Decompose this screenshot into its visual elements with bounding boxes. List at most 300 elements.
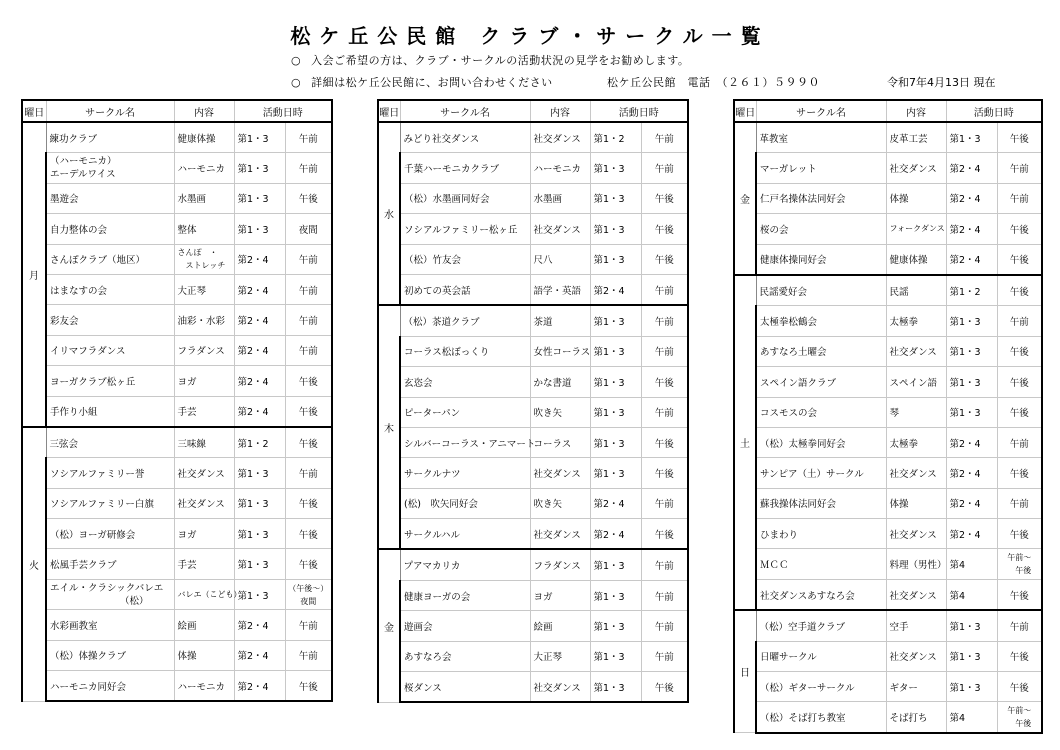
table-row	[734, 336, 1042, 366]
table-row	[22, 214, 332, 244]
content-cell: 琴	[886, 397, 946, 427]
circle-name-cell: ひまわり	[756, 519, 886, 549]
content-cell: 健康体操	[886, 244, 946, 275]
content-cell: フラダンス	[530, 549, 590, 580]
circle-name-cell: 桜の会	[756, 214, 886, 244]
time-cell: 午前	[641, 122, 688, 153]
time-cell: 午前	[641, 611, 688, 641]
week-cell: 第2・4	[234, 396, 285, 427]
table-row	[378, 611, 688, 641]
circle-name-cell: 水彩画教室	[46, 610, 174, 640]
circle-name-cell: ソシアルファミリー松ヶ丘	[400, 214, 530, 244]
table-row	[734, 672, 1042, 702]
circle-name-line: （ハーモニカ）	[50, 156, 117, 168]
table-row	[734, 367, 1042, 397]
time-cell: 午前	[285, 458, 332, 488]
content-cell: 絵画	[174, 610, 234, 640]
table-row	[734, 153, 1042, 183]
week-cell: 第1・3	[234, 183, 285, 213]
week-cell: 第1・3	[590, 672, 641, 703]
content-cell: 大正琴	[530, 641, 590, 671]
time-cell: 午後	[997, 458, 1042, 488]
content-cell: 社交ダンス	[886, 336, 946, 366]
circle-name-cell: （松）そば打ち教室	[756, 702, 886, 733]
time-cell: 午後	[641, 367, 688, 397]
table-row	[734, 610, 1042, 641]
table-row	[378, 274, 688, 305]
content-cell: 手芸	[174, 396, 234, 427]
table-row	[734, 306, 1042, 336]
content-cell: 社交ダンス	[886, 458, 946, 488]
circle-name-cell: （松）茶道クラブ	[400, 305, 530, 336]
content-cell: かな書道	[530, 367, 590, 397]
week-cell: 第1・3	[234, 519, 285, 549]
time-cell: 午前	[641, 549, 688, 580]
time-cell: 午後	[285, 549, 332, 579]
week-cell: 第1・3	[590, 611, 641, 641]
circle-name-cell: みどり社交ダンス	[400, 122, 530, 153]
time-cell: 午前	[997, 610, 1042, 641]
header-content: 内容	[530, 100, 590, 122]
table-row	[378, 488, 688, 518]
table-row	[378, 549, 688, 580]
content-cell: ハーモニカ	[174, 153, 234, 183]
circle-name-cell: 蘇我操体法同好会	[756, 488, 886, 518]
header-name: サークル名	[46, 100, 174, 122]
week-cell: 第2・4	[946, 214, 997, 244]
circle-name-cell: 健康ヨーガの会	[400, 580, 530, 610]
week-cell: 第1・3	[234, 122, 285, 153]
circle-name-cell: サークルハル	[400, 519, 530, 550]
content-cell: 語学・英語	[530, 274, 590, 305]
note-contact-text: 詳細は松ケ丘公民館に、お問い合わせください	[311, 76, 553, 89]
time-cell: 午前	[285, 153, 332, 183]
week-cell: 第1・3	[946, 336, 997, 366]
table-row	[22, 549, 332, 579]
table-row	[22, 458, 332, 488]
circle-name-cell: （松）竹友会	[400, 244, 530, 274]
content-cell: 女性コーラス	[530, 336, 590, 366]
week-cell: 第1・3	[946, 122, 997, 153]
week-cell: 第2・4	[234, 305, 285, 335]
table-row	[22, 640, 332, 670]
content-cell: 茶道	[530, 305, 590, 336]
table-row	[734, 214, 1042, 244]
time-cell: 午前	[285, 610, 332, 640]
circle-name-cell: 千葉ハーモニカクラブ	[400, 153, 530, 183]
week-cell: 第2・4	[234, 671, 285, 702]
table-row	[22, 366, 332, 396]
day-cell: 月	[22, 122, 46, 427]
circle-name-cell: サークルナツ	[400, 458, 530, 488]
content-cell: 絵画	[530, 611, 590, 641]
table-row	[378, 122, 688, 153]
table-row	[378, 214, 688, 244]
circle-name-cell: 初めての英会話	[400, 274, 530, 305]
note-contact	[291, 74, 553, 90]
table-row	[378, 305, 688, 336]
week-cell: 第2・4	[946, 458, 997, 488]
week-cell: 第1・3	[590, 549, 641, 580]
header-name: サークル名	[400, 100, 530, 122]
note-visit-text: 入会ご希望の方は、クラブ・サークルの活動状況の見学をお勧めします。	[311, 54, 690, 67]
time-cell: 午前	[641, 641, 688, 671]
time-cell: 午前	[997, 153, 1042, 183]
circle-name-cell: ソシアルファミリー誉	[46, 458, 174, 488]
time-cell: 午前	[285, 244, 332, 274]
circle-name-cell: 革教室	[756, 122, 886, 153]
time-cell: 午後	[641, 672, 688, 703]
week-cell: 第4	[946, 702, 997, 733]
content-cell: 民謡	[886, 275, 946, 306]
day-cell: 水	[378, 122, 400, 305]
circle-name-cell: 社交ダンスあすなろ会	[756, 579, 886, 610]
week-cell: 第2・4	[234, 366, 285, 396]
week-cell: 第1・3	[590, 153, 641, 183]
table-row	[22, 153, 332, 183]
content-cell: 空手	[886, 610, 946, 641]
week-cell: 第2・4	[590, 274, 641, 305]
circle-name-cell: （松）ギターサークル	[756, 672, 886, 702]
time-cell: 午後	[285, 427, 332, 458]
circle-name-cell: あすなろ土曜会	[756, 336, 886, 366]
content-cell: 健康体操	[174, 122, 234, 153]
content-cell: 社交ダンス	[886, 641, 946, 671]
circle-name-cell: さんぽクラブ（地区）	[46, 244, 174, 274]
week-cell: 第2・4	[946, 427, 997, 457]
week-cell: 第4	[946, 579, 997, 610]
time-cell	[997, 702, 1042, 733]
content-cell: 社交ダンス	[530, 519, 590, 550]
content-cell	[174, 244, 234, 274]
table-row	[378, 641, 688, 671]
as-of-date: 令和7年4月13日 現在	[887, 76, 996, 89]
time-line: 午後	[1007, 566, 1032, 576]
content-cell: 社交ダンス	[530, 122, 590, 153]
table-row	[378, 458, 688, 488]
circle-table-3	[733, 99, 1043, 734]
week-cell: 第1・3	[590, 397, 641, 427]
time-cell: 午前	[641, 580, 688, 610]
content-cell: ハーモニカ	[530, 153, 590, 183]
circle-name-cell: 遊画会	[400, 611, 530, 641]
time-line: 午後	[1007, 719, 1032, 729]
content-cell: ヨガ	[174, 366, 234, 396]
content-cell: 社交ダンス	[530, 672, 590, 703]
circle-name-cell: スペイン語クラブ	[756, 367, 886, 397]
content-line: ストレッチ	[177, 261, 226, 271]
day-cell: 火	[22, 427, 46, 702]
day-cell: 金	[734, 122, 756, 275]
content-cell: ギター	[886, 672, 946, 702]
week-cell: 第1・3	[946, 672, 997, 702]
time-cell: 午後	[997, 519, 1042, 549]
table-row	[378, 153, 688, 183]
table-row	[22, 519, 332, 549]
day-cell: 日	[734, 610, 756, 733]
circle-name-cell: 日曜サークル	[756, 641, 886, 671]
time-cell: 午後	[997, 397, 1042, 427]
content-cell: 体操	[174, 640, 234, 670]
content-cell: 皮革工芸	[886, 122, 946, 153]
circle-name-cell: 三弦会	[46, 427, 174, 458]
week-cell: 第1・3	[590, 641, 641, 671]
table-row	[378, 397, 688, 427]
time-cell: 午前	[641, 305, 688, 336]
content-line: さんぽ ・	[177, 248, 218, 258]
content-cell: フォークダンス	[886, 214, 946, 244]
content-cell: ハーモニカ	[174, 671, 234, 702]
table-row	[22, 396, 332, 427]
content-cell: 社交ダンス	[886, 519, 946, 549]
table-row	[22, 274, 332, 304]
week-cell: 第1・3	[234, 458, 285, 488]
week-cell: 第1・3	[590, 580, 641, 610]
time-cell: 午前	[997, 183, 1042, 213]
week-cell: 第1・3	[590, 336, 641, 366]
circle-name-cell: ＭＣＣ	[756, 549, 886, 579]
table-row	[734, 641, 1042, 671]
circle-name-cell: イリマフラダンス	[46, 335, 174, 365]
week-cell: 第1・3	[946, 367, 997, 397]
content-cell: 三味線	[174, 427, 234, 458]
time-cell: 午後	[997, 275, 1042, 306]
time-cell: 午前	[641, 488, 688, 518]
circle-name-cell: ピーターパン	[400, 397, 530, 427]
content-cell: コーラス	[530, 427, 590, 457]
circle-name-cell: 玄恣会	[400, 367, 530, 397]
table-row	[22, 305, 332, 335]
day-cell: 木	[378, 305, 400, 549]
time-cell: 午後	[285, 519, 332, 549]
time-cell: 午後	[285, 396, 332, 427]
contact-phone: 松ケ丘公民館 電話 （２６１）５９９０	[607, 76, 820, 89]
time-cell: 午前	[641, 397, 688, 427]
week-cell: 第1・2	[946, 275, 997, 306]
circle-name-line: エーデルワイス	[50, 169, 116, 181]
circle-name-cell: プアマカリカ	[400, 549, 530, 580]
week-cell: 第1・3	[234, 549, 285, 579]
table-row	[734, 519, 1042, 549]
header-day: 曜日	[378, 100, 400, 122]
header-day: 曜日	[734, 100, 756, 122]
header-schedule: 活動日時	[946, 100, 1042, 122]
circle-name-cell: コーラス松ぼっくり	[400, 336, 530, 366]
circle-name-line: エイル・クラシックバレエ	[50, 582, 164, 594]
circle-name-cell: あすなろ会	[400, 641, 530, 671]
circle-name-cell: 自力整体の会	[46, 214, 174, 244]
time-cell: 午前	[997, 488, 1042, 518]
time-cell: 午前	[285, 335, 332, 365]
bullet-circle-icon: ○	[291, 54, 302, 67]
week-cell: 第1・3	[234, 214, 285, 244]
time-cell: 午後	[997, 579, 1042, 610]
circle-name-cell: ヨーガクラブ松ヶ丘	[46, 366, 174, 396]
header-schedule: 活動日時	[234, 100, 332, 122]
week-cell: 第1・3	[946, 641, 997, 671]
week-cell: 第4	[946, 549, 997, 579]
circle-name-cell	[46, 153, 174, 183]
table-row	[378, 519, 688, 550]
time-cell: 午後	[997, 122, 1042, 153]
header-content: 内容	[886, 100, 946, 122]
circle-name-cell: 太極拳松鶴会	[756, 306, 886, 336]
week-cell: 第1・2	[590, 122, 641, 153]
content-cell: 社交ダンス	[174, 458, 234, 488]
table-row	[734, 488, 1042, 518]
table-row	[378, 336, 688, 366]
table-row	[378, 183, 688, 213]
content-cell: 吹き矢	[530, 397, 590, 427]
time-cell: 午前	[285, 640, 332, 670]
time-cell: 午前	[285, 274, 332, 304]
circle-name-cell: シルバーコーラス・アニマート	[400, 427, 530, 457]
week-cell: 第1・3	[590, 305, 641, 336]
week-cell: 第1・3	[590, 244, 641, 274]
content-cell: フラダンス	[174, 335, 234, 365]
time-cell	[997, 549, 1042, 579]
time-cell: 午前	[997, 306, 1042, 336]
week-cell: 第1・3	[590, 183, 641, 213]
circle-name-cell: サンピア（土）サークル	[756, 458, 886, 488]
table-row	[378, 672, 688, 703]
content-cell: 手芸	[174, 549, 234, 579]
time-cell: 午後	[285, 183, 332, 213]
circle-name-cell: （松）太極拳同好会	[756, 427, 886, 457]
circle-name-cell: 健康体操同好会	[756, 244, 886, 275]
week-cell: 第1・3	[590, 458, 641, 488]
circle-name-cell: 練功クラブ	[46, 122, 174, 153]
week-cell: 第2・4	[946, 153, 997, 183]
week-cell: 第2・4	[590, 488, 641, 518]
time-cell: 夜間	[285, 214, 332, 244]
time-cell: 午前	[997, 427, 1042, 457]
week-cell: 第1・3	[946, 610, 997, 641]
circle-name-cell: (松) 吹矢同好会	[400, 488, 530, 518]
circle-name-cell: 民謡愛好会	[756, 275, 886, 306]
day-cell: 土	[734, 275, 756, 610]
content-cell: 大正琴	[174, 274, 234, 304]
content-cell: 料理（男性）	[886, 549, 946, 579]
time-line: 午前～	[1007, 706, 1032, 716]
week-cell: 第2・4	[946, 244, 997, 275]
week-cell: 第1・3	[590, 214, 641, 244]
week-cell: 第1・3	[234, 153, 285, 183]
week-cell: 第2・4	[234, 610, 285, 640]
content-cell: 体操	[886, 488, 946, 518]
content-cell: バレエ（こども）	[174, 579, 234, 609]
circle-name-cell: はまなすの会	[46, 274, 174, 304]
time-cell: 午前	[285, 122, 332, 153]
content-cell: 社交ダンス	[886, 579, 946, 610]
time-line: 夜間	[300, 596, 317, 606]
circle-name-cell: （松）水墨画同好会	[400, 183, 530, 213]
time-cell	[285, 579, 332, 609]
circle-name-cell	[46, 579, 174, 609]
day-cell: 金	[378, 549, 400, 702]
time-line: （午後～）	[288, 583, 329, 593]
time-line: 午前～	[1007, 553, 1032, 563]
circle-name-cell: 桜ダンス	[400, 672, 530, 703]
content-cell: 体操	[886, 183, 946, 213]
time-cell: 午後	[641, 183, 688, 213]
week-cell: 第2・4	[590, 519, 641, 550]
table-row	[734, 397, 1042, 427]
circle-name-cell: 墨遊会	[46, 183, 174, 213]
time-cell: 午後	[641, 244, 688, 274]
time-cell: 午後	[997, 672, 1042, 702]
time-cell: 午前	[285, 305, 332, 335]
content-cell: 社交ダンス	[886, 153, 946, 183]
circle-name-cell: 仁戸名操体法同好会	[756, 183, 886, 213]
circle-name-cell: コスモスの会	[756, 397, 886, 427]
table-row	[22, 183, 332, 213]
time-cell: 午後	[641, 214, 688, 244]
week-cell: 第2・4	[234, 640, 285, 670]
table-row	[22, 427, 332, 458]
table-row	[734, 275, 1042, 306]
header-name: サークル名	[756, 100, 886, 122]
table-row	[734, 579, 1042, 610]
circle-name-cell: 彩友会	[46, 305, 174, 335]
time-cell: 午後	[997, 244, 1042, 275]
circle-name-cell: （松）ヨーガ研修会	[46, 519, 174, 549]
week-cell: 第1・3	[946, 397, 997, 427]
circle-table-2	[377, 99, 689, 703]
week-cell: 第2・4	[234, 274, 285, 304]
content-cell: 油彩・水彩	[174, 305, 234, 335]
content-cell: 社交ダンス	[530, 214, 590, 244]
content-cell: 水墨画	[174, 183, 234, 213]
content-cell: 吹き矢	[530, 488, 590, 518]
content-cell: スペイン語	[886, 367, 946, 397]
week-cell: 第1・3	[590, 427, 641, 457]
table-row	[22, 579, 332, 609]
circle-name-cell: （松）空手道クラブ	[756, 610, 886, 641]
content-cell: 社交ダンス	[174, 488, 234, 518]
table-row	[734, 427, 1042, 457]
circle-name-cell: ソシアルファミリー白旗	[46, 488, 174, 518]
week-cell: 第1・3	[234, 579, 285, 609]
circle-table-1	[21, 99, 333, 702]
table-row	[734, 702, 1042, 733]
circle-name-cell: ハーモニカ同好会	[46, 671, 174, 702]
table-row	[22, 335, 332, 365]
time-cell: 午後	[997, 367, 1042, 397]
time-cell: 午前	[641, 153, 688, 183]
bullet-circle-icon: ○	[291, 76, 302, 89]
content-cell: 太極拳	[886, 306, 946, 336]
header-schedule: 活動日時	[590, 100, 688, 122]
table-row	[734, 244, 1042, 275]
page-title: 松ケ丘公民館 クラブ・サークル一覧	[290, 24, 770, 48]
table-row	[22, 488, 332, 518]
table-row	[734, 183, 1042, 213]
time-cell: 午前	[641, 274, 688, 305]
header-content: 内容	[174, 100, 234, 122]
circle-name-line: （松）	[120, 595, 149, 607]
time-cell: 午後	[285, 488, 332, 518]
circle-name-cell: 松風手芸クラブ	[46, 549, 174, 579]
week-cell: 第2・4	[234, 244, 285, 274]
time-cell: 午後	[641, 427, 688, 457]
time-cell: 午後	[285, 671, 332, 702]
time-cell: 午後	[285, 366, 332, 396]
content-cell: 社交ダンス	[530, 458, 590, 488]
week-cell: 第2・4	[234, 335, 285, 365]
content-cell: 整体	[174, 214, 234, 244]
table-row	[22, 244, 332, 274]
